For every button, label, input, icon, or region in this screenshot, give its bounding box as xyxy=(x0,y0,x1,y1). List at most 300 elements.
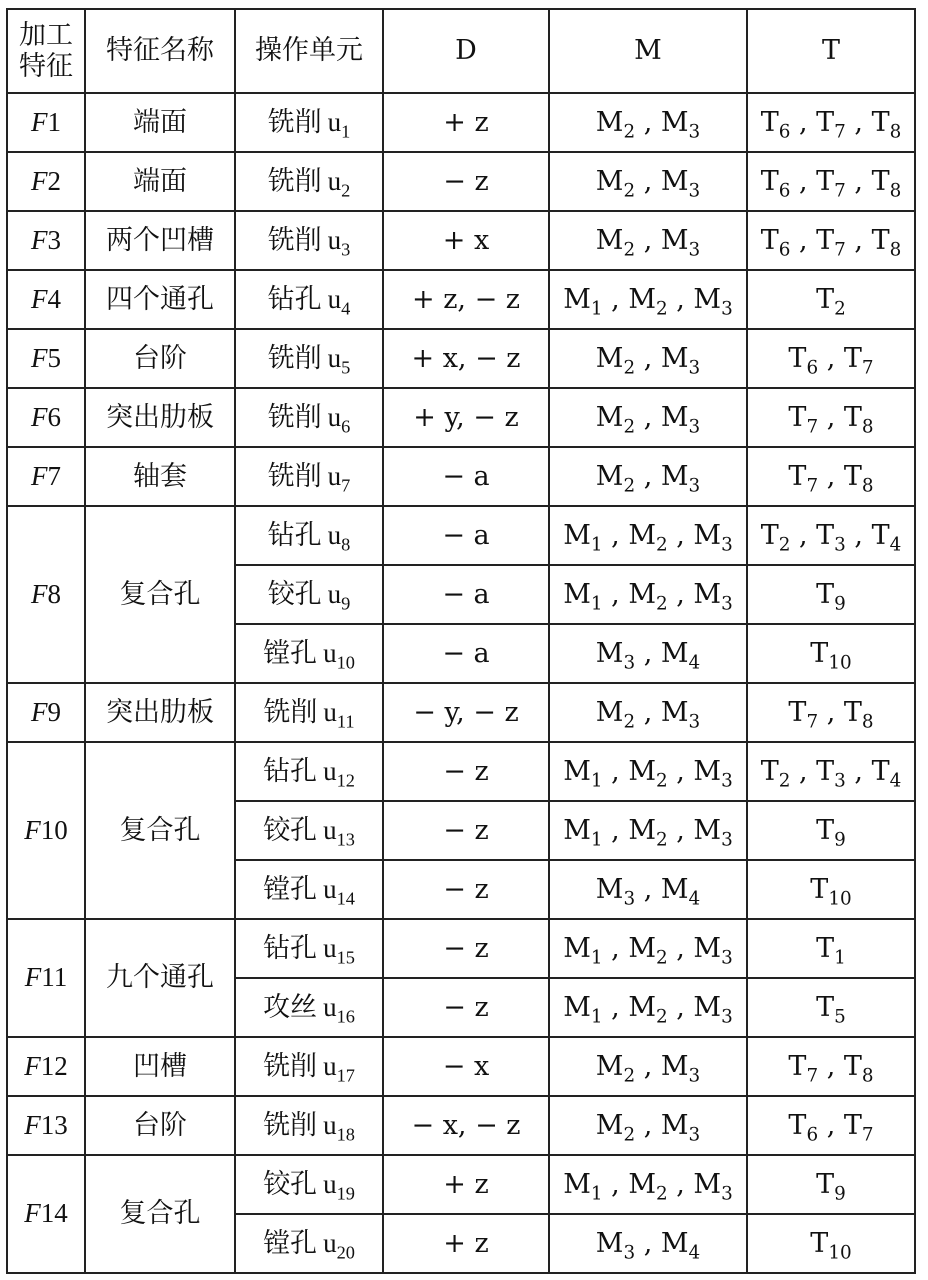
machine-list-sub: 2 xyxy=(623,357,636,379)
operation-unit-sub: 7 xyxy=(341,475,351,496)
header-feature xyxy=(7,9,85,93)
direction-cell: − a xyxy=(383,447,549,506)
tool-cell xyxy=(747,447,915,506)
tool-list: $T_2$ xyxy=(816,283,846,320)
operation-unit: $u_5$ xyxy=(327,342,351,378)
machine-cell xyxy=(549,1214,747,1273)
feature-name-cell: 复合孔 xyxy=(85,742,235,919)
machine-list: $M_3$ , $M_4$ xyxy=(595,637,701,674)
operation-cell xyxy=(235,447,383,506)
tool-list-sub: 9 xyxy=(834,829,846,851)
direction-cell: − z xyxy=(383,801,549,860)
machine-list-sub: 3 xyxy=(721,534,733,556)
feature-cell: F5 xyxy=(7,329,85,388)
direction-cell: + y, − z xyxy=(383,388,549,447)
operation-unit-sub: 9 xyxy=(341,593,351,614)
operation-unit-sub: 14 xyxy=(336,888,355,909)
machine-list-sub: 1 xyxy=(590,947,603,969)
operation-name: 铰孔 xyxy=(267,578,322,610)
machine-list-sub: 1 xyxy=(590,1183,603,1205)
feature-name-cell: 凹槽 xyxy=(85,1037,235,1096)
tool-list: $T_6$ , $T_7$ , $T_8$ xyxy=(760,106,902,143)
machine-cell xyxy=(549,919,747,978)
machine-cell xyxy=(549,329,747,388)
operation-cell xyxy=(235,624,383,683)
tool-list-sub: 7 xyxy=(806,416,819,438)
machine-list: $M_2$ , $M_3$ xyxy=(595,342,701,379)
feature-cell: F4 xyxy=(7,270,85,329)
machine-list-sub: 3 xyxy=(688,239,701,261)
header-d: D xyxy=(383,9,549,93)
machine-list: $M_1$ , $M_2$ , $M_3$ xyxy=(563,519,733,556)
machine-list-sub: 2 xyxy=(655,1183,668,1205)
direction-cell: + x xyxy=(383,211,549,270)
feature-number: 14 xyxy=(40,1198,68,1229)
tool-list-sub: 7 xyxy=(861,357,874,379)
operation-cell xyxy=(235,919,383,978)
machine-list: $M_3$ , $M_4$ xyxy=(595,873,701,910)
machine-list-sub: 3 xyxy=(721,1183,733,1205)
tool-cell xyxy=(747,1214,915,1273)
machine-cell xyxy=(549,1155,747,1214)
tool-list-sub: 2 xyxy=(778,534,791,556)
operation-unit: $u_{17}$ xyxy=(323,1050,355,1086)
machine-list-sub: 2 xyxy=(623,1124,636,1146)
direction-cell: − z xyxy=(383,742,549,801)
machine-list-sub: 4 xyxy=(688,888,701,910)
tool-list-sub: 7 xyxy=(806,711,819,733)
machine-list-sub: 3 xyxy=(623,888,636,910)
machine-cell xyxy=(549,801,747,860)
feature-cell: F9 xyxy=(7,683,85,742)
tool-cell xyxy=(747,152,915,211)
direction-cell: − z xyxy=(383,152,549,211)
direction-cell: − a xyxy=(383,565,549,624)
machine-list-sub: 1 xyxy=(590,298,603,320)
tool-list-sub: 7 xyxy=(834,180,846,202)
table-row xyxy=(7,211,915,270)
machine-list-sub: 3 xyxy=(688,1124,701,1146)
feature-cell: F11 xyxy=(7,919,85,1037)
machine-cell xyxy=(549,860,747,919)
direction-cell: − z xyxy=(383,860,549,919)
operation-unit: $u_{16}$ xyxy=(323,991,355,1027)
machine-list: $M_2$ , $M_3$ xyxy=(595,460,701,497)
feature-number: 10 xyxy=(40,814,68,845)
tool-cell xyxy=(747,624,915,683)
tool-cell xyxy=(747,506,915,565)
operation-unit-sub: 4 xyxy=(341,298,351,319)
tool-list: $T_{10}$ xyxy=(810,873,852,910)
feature-name-cell: 复合孔 xyxy=(85,506,235,683)
machine-list: $M_2$ , $M_3$ xyxy=(595,401,701,438)
machine-list: $M_1$ , $M_2$ , $M_3$ xyxy=(563,932,733,969)
tool-list-sub: 8 xyxy=(861,711,874,733)
table-row xyxy=(7,93,915,152)
header-feature-line1: 加工 xyxy=(19,19,73,51)
machine-list-sub: 1 xyxy=(590,534,603,556)
tool-cell xyxy=(747,683,915,742)
tool-cell xyxy=(747,1037,915,1096)
feature-cell: F7 xyxy=(7,447,85,506)
tool-list-sub: 6 xyxy=(778,121,791,143)
operation-unit: $u_3$ xyxy=(327,224,351,260)
operation-unit-sub: 8 xyxy=(341,534,351,555)
operation-cell xyxy=(235,565,383,624)
tool-list-sub: 8 xyxy=(889,180,902,202)
tool-cell xyxy=(747,565,915,624)
machine-cell xyxy=(549,1037,747,1096)
tool-cell xyxy=(747,919,915,978)
machine-list-sub: 3 xyxy=(721,770,733,792)
machine-list-sub: 3 xyxy=(688,121,701,143)
tool-list-sub: 1 xyxy=(834,947,846,969)
tool-cell xyxy=(747,270,915,329)
operation-unit: $u_{19}$ xyxy=(323,1168,355,1204)
table-row xyxy=(7,270,915,329)
tool-list-sub: 6 xyxy=(778,180,791,202)
table-row xyxy=(7,506,915,565)
machine-list: $M_3$ , $M_4$ xyxy=(595,1227,701,1264)
machine-list: $M_2$ , $M_3$ xyxy=(595,1050,701,1087)
feature-name-cell: 轴套 xyxy=(85,447,235,506)
operation-cell xyxy=(235,742,383,801)
tool-list-sub: 3 xyxy=(834,770,846,792)
feature-name-cell: 九个通孔 xyxy=(85,919,235,1037)
operation-cell xyxy=(235,801,383,860)
machine-list-sub: 3 xyxy=(721,829,733,851)
machine-list-sub: 2 xyxy=(655,534,668,556)
operation-name: 铣削 xyxy=(267,165,322,197)
tool-list-sub: 9 xyxy=(834,593,846,615)
tool-list-sub: 10 xyxy=(828,1242,852,1264)
feature-name-cell: 端面 xyxy=(85,93,235,152)
operation-name: 铣削 xyxy=(267,342,322,374)
operation-name: 铰孔 xyxy=(263,1168,318,1200)
machine-list: $M_1$ , $M_2$ , $M_3$ xyxy=(563,991,733,1028)
tool-list-sub: 9 xyxy=(834,1183,846,1205)
direction-cell: − z xyxy=(383,919,549,978)
tool-list-sub: 10 xyxy=(828,888,852,910)
machine-list-sub: 3 xyxy=(688,416,701,438)
direction-cell: − a xyxy=(383,624,549,683)
feature-number: 7 xyxy=(47,460,61,491)
machine-list-sub: 1 xyxy=(590,829,603,851)
operation-unit-sub: 19 xyxy=(336,1183,355,1204)
tool-list: $T_6$ , $T_7$ xyxy=(788,342,874,379)
feature-cell: F10 xyxy=(7,742,85,919)
tool-list-sub: 7 xyxy=(834,121,846,143)
operation-unit: $u_{13}$ xyxy=(323,814,355,850)
header-t: T xyxy=(747,9,915,93)
operation-unit-sub: 20 xyxy=(336,1242,355,1263)
tool-list: $T_{10}$ xyxy=(810,637,852,674)
operation-name: 铣削 xyxy=(263,696,318,728)
feature-cell: F12 xyxy=(7,1037,85,1096)
machine-list-sub: 3 xyxy=(623,1242,636,1264)
operation-cell xyxy=(235,211,383,270)
feature-number: 12 xyxy=(40,1050,68,1081)
feature-number: 3 xyxy=(47,224,61,255)
operation-unit: $u_{11}$ xyxy=(323,696,355,732)
table-row xyxy=(7,919,915,978)
operation-unit-sub: 6 xyxy=(341,416,351,437)
tool-list-sub: 6 xyxy=(806,1124,819,1146)
direction-cell: + z, − z xyxy=(383,270,549,329)
feature-name-cell: 台阶 xyxy=(85,1096,235,1155)
operation-cell xyxy=(235,1214,383,1273)
machine-cell xyxy=(549,447,747,506)
machine-cell xyxy=(549,388,747,447)
operation-unit-sub: 1 xyxy=(341,121,351,142)
tool-cell xyxy=(747,1096,915,1155)
machine-list-sub: 3 xyxy=(721,298,733,320)
operation-cell xyxy=(235,152,383,211)
tool-list-sub: 8 xyxy=(861,475,874,497)
table-row xyxy=(7,742,915,801)
machine-list-sub: 2 xyxy=(623,475,636,497)
operation-cell xyxy=(235,1037,383,1096)
tool-list: $T_6$ , $T_7$ xyxy=(788,1109,874,1146)
feature-name-cell: 台阶 xyxy=(85,329,235,388)
direction-cell: + z xyxy=(383,1155,549,1214)
tool-list-sub: 8 xyxy=(861,1065,874,1087)
machine-list-sub: 1 xyxy=(590,593,603,615)
operation-name: 钻孔 xyxy=(263,755,318,787)
operation-cell xyxy=(235,506,383,565)
tool-list-sub: 6 xyxy=(778,239,791,261)
machine-list-sub: 2 xyxy=(623,416,636,438)
tool-list-sub: 8 xyxy=(889,239,902,261)
tool-list-sub: 7 xyxy=(806,1065,819,1087)
machine-list: $M_2$ , $M_3$ xyxy=(595,696,701,733)
operation-name: 钻孔 xyxy=(267,283,322,315)
operation-cell xyxy=(235,683,383,742)
tool-cell xyxy=(747,388,915,447)
operation-unit-sub: 16 xyxy=(336,1006,355,1027)
operation-name: 铣削 xyxy=(267,106,322,138)
operation-unit: $u_{18}$ xyxy=(323,1109,355,1145)
machine-list: $M_2$ , $M_3$ xyxy=(595,106,701,143)
feature-number: 8 xyxy=(47,578,61,609)
table-row xyxy=(7,447,915,506)
tool-cell xyxy=(747,978,915,1037)
operation-unit: $u_7$ xyxy=(327,460,351,496)
table-row xyxy=(7,1096,915,1155)
process-table xyxy=(6,8,916,1274)
operation-name: 铣削 xyxy=(263,1050,318,1082)
operation-unit-sub: 18 xyxy=(336,1124,355,1145)
machine-list-sub: 3 xyxy=(721,1006,733,1028)
feature-cell: F6 xyxy=(7,388,85,447)
machine-list: $M_1$ , $M_2$ , $M_3$ xyxy=(563,1168,733,1205)
direction-cell: − y, − z xyxy=(383,683,549,742)
tool-list-sub: 8 xyxy=(861,416,874,438)
operation-unit-sub: 12 xyxy=(336,770,355,791)
tool-cell xyxy=(747,742,915,801)
machine-cell xyxy=(549,624,747,683)
tool-list: $T_7$ , $T_8$ xyxy=(788,460,874,497)
machine-list-sub: 2 xyxy=(623,1065,636,1087)
machine-cell xyxy=(549,1096,747,1155)
feature-cell: F1 xyxy=(7,93,85,152)
tool-list: $T_1$ xyxy=(816,932,846,969)
operation-name: 镗孔 xyxy=(263,637,318,669)
operation-cell xyxy=(235,388,383,447)
tool-list-sub: 6 xyxy=(806,357,819,379)
tool-cell xyxy=(747,1155,915,1214)
tool-list-sub: 2 xyxy=(778,770,791,792)
header-m: M xyxy=(549,9,747,93)
feature-name-cell: 端面 xyxy=(85,152,235,211)
tool-list-sub: 4 xyxy=(889,770,902,792)
operation-cell xyxy=(235,860,383,919)
tool-list-sub: 4 xyxy=(889,534,902,556)
feature-number: 4 xyxy=(47,283,61,314)
tool-list-sub: 5 xyxy=(834,1006,846,1028)
machine-list-sub: 4 xyxy=(688,1242,701,1264)
operation-unit-sub: 5 xyxy=(341,357,351,378)
feature-number: 11 xyxy=(41,962,68,993)
feature-number: 2 xyxy=(47,165,61,196)
operation-name: 铣削 xyxy=(263,1109,318,1141)
operation-name: 镗孔 xyxy=(263,873,318,905)
feature-number: 5 xyxy=(47,342,61,373)
operation-cell xyxy=(235,1096,383,1155)
operation-name: 钻孔 xyxy=(263,932,318,964)
tool-list: $T_6$ , $T_7$ , $T_8$ xyxy=(760,165,902,202)
operation-unit-sub: 15 xyxy=(336,947,355,968)
tool-list-sub: 7 xyxy=(861,1124,874,1146)
operation-unit: $u_4$ xyxy=(327,283,351,319)
operation-unit-sub: 17 xyxy=(336,1065,355,1086)
machine-list-sub: 2 xyxy=(655,298,668,320)
direction-cell: + z xyxy=(383,93,549,152)
tool-list: $T_2$ , $T_3$ , $T_4$ xyxy=(760,755,902,792)
machine-list-sub: 3 xyxy=(688,357,701,379)
operation-cell xyxy=(235,1155,383,1214)
machine-list-sub: 2 xyxy=(655,829,668,851)
tool-cell xyxy=(747,329,915,388)
machine-list-sub: 3 xyxy=(688,180,701,202)
machine-list-sub: 2 xyxy=(623,180,636,202)
feature-name-cell: 四个通孔 xyxy=(85,270,235,329)
machine-list-sub: 3 xyxy=(623,652,636,674)
machine-cell xyxy=(549,211,747,270)
machine-cell xyxy=(549,270,747,329)
machine-list: $M_1$ , $M_2$ , $M_3$ xyxy=(563,755,733,792)
operation-unit: $u_8$ xyxy=(327,519,351,555)
operation-cell xyxy=(235,93,383,152)
tool-list: $T_7$ , $T_8$ xyxy=(788,401,874,438)
operation-name: 铣削 xyxy=(267,224,322,256)
feature-number: 1 xyxy=(47,106,61,137)
direction-cell: + x, − z xyxy=(383,329,549,388)
operation-unit-sub: 11 xyxy=(336,711,355,732)
tool-list-sub: 3 xyxy=(834,534,846,556)
machine-list-sub: 2 xyxy=(623,711,636,733)
direction-cell: − x xyxy=(383,1037,549,1096)
feature-cell: F14 xyxy=(7,1155,85,1273)
machine-cell xyxy=(549,93,747,152)
operation-unit-sub: 13 xyxy=(336,829,355,850)
feature-name-cell: 突出肋板 xyxy=(85,683,235,742)
operation-unit-sub: 10 xyxy=(336,652,355,673)
machine-list-sub: 3 xyxy=(688,1065,701,1087)
machine-list: $M_2$ , $M_3$ xyxy=(595,224,701,261)
direction-cell: − a xyxy=(383,506,549,565)
operation-name: 攻丝 xyxy=(263,991,318,1023)
header-op: 操作单元 xyxy=(235,9,383,93)
tool-list: $T_9$ xyxy=(816,1168,846,1205)
feature-number: 9 xyxy=(47,696,61,727)
table-row xyxy=(7,329,915,388)
table-row xyxy=(7,1037,915,1096)
tool-list-sub: 2 xyxy=(834,298,846,320)
operation-unit-sub: 2 xyxy=(341,180,351,201)
tool-list: $T_7$ , $T_8$ xyxy=(788,696,874,733)
machine-list: $M_1$ , $M_2$ , $M_3$ xyxy=(563,578,733,615)
header-name: 特征名称 xyxy=(85,9,235,93)
tool-list: $T_7$ , $T_8$ xyxy=(788,1050,874,1087)
operation-cell xyxy=(235,978,383,1037)
machine-list-sub: 2 xyxy=(623,239,636,261)
machine-list: $M_2$ , $M_3$ xyxy=(595,1109,701,1146)
machine-list-sub: 2 xyxy=(655,770,668,792)
operation-cell xyxy=(235,270,383,329)
tool-list: $T_9$ xyxy=(816,578,846,615)
feature-number: 6 xyxy=(47,401,61,432)
tool-list-sub: 7 xyxy=(806,475,819,497)
operation-name: 铰孔 xyxy=(263,814,318,846)
operation-unit: $u_{14}$ xyxy=(323,873,355,909)
machine-list-sub: 2 xyxy=(655,1006,668,1028)
machine-cell xyxy=(549,506,747,565)
machine-cell xyxy=(549,683,747,742)
machine-list-sub: 2 xyxy=(623,121,636,143)
machine-cell xyxy=(549,978,747,1037)
machine-list-sub: 3 xyxy=(688,475,701,497)
machine-list: $M_2$ , $M_3$ xyxy=(595,165,701,202)
direction-cell: + z xyxy=(383,1214,549,1273)
feature-cell: F13 xyxy=(7,1096,85,1155)
tool-list: $T_2$ , $T_3$ , $T_4$ xyxy=(760,519,902,556)
tool-cell xyxy=(747,860,915,919)
operation-unit: $u_{15}$ xyxy=(323,932,355,968)
machine-list-sub: 3 xyxy=(721,593,733,615)
operation-unit: $u_{12}$ xyxy=(323,755,355,791)
table-row xyxy=(7,388,915,447)
table-row xyxy=(7,683,915,742)
machine-list: $M_1$ , $M_2$ , $M_3$ xyxy=(563,283,733,320)
feature-cell: F3 xyxy=(7,211,85,270)
tool-list: $T_{10}$ xyxy=(810,1227,852,1264)
machine-list: $M_1$ , $M_2$ , $M_3$ xyxy=(563,814,733,851)
feature-cell: F8 xyxy=(7,506,85,683)
machine-cell xyxy=(549,565,747,624)
tool-list: $T_9$ xyxy=(816,814,846,851)
feature-name-cell: 复合孔 xyxy=(85,1155,235,1273)
operation-unit: $u_1$ xyxy=(327,106,351,142)
operation-name: 铣削 xyxy=(267,460,322,492)
operation-name: 镗孔 xyxy=(263,1227,318,1259)
operation-unit-sub: 3 xyxy=(341,239,351,260)
direction-cell: − z xyxy=(383,978,549,1037)
operation-unit: $u_6$ xyxy=(327,401,351,437)
feature-name-cell: 突出肋板 xyxy=(85,388,235,447)
machine-list-sub: 4 xyxy=(688,652,701,674)
machine-list-sub: 3 xyxy=(721,947,733,969)
